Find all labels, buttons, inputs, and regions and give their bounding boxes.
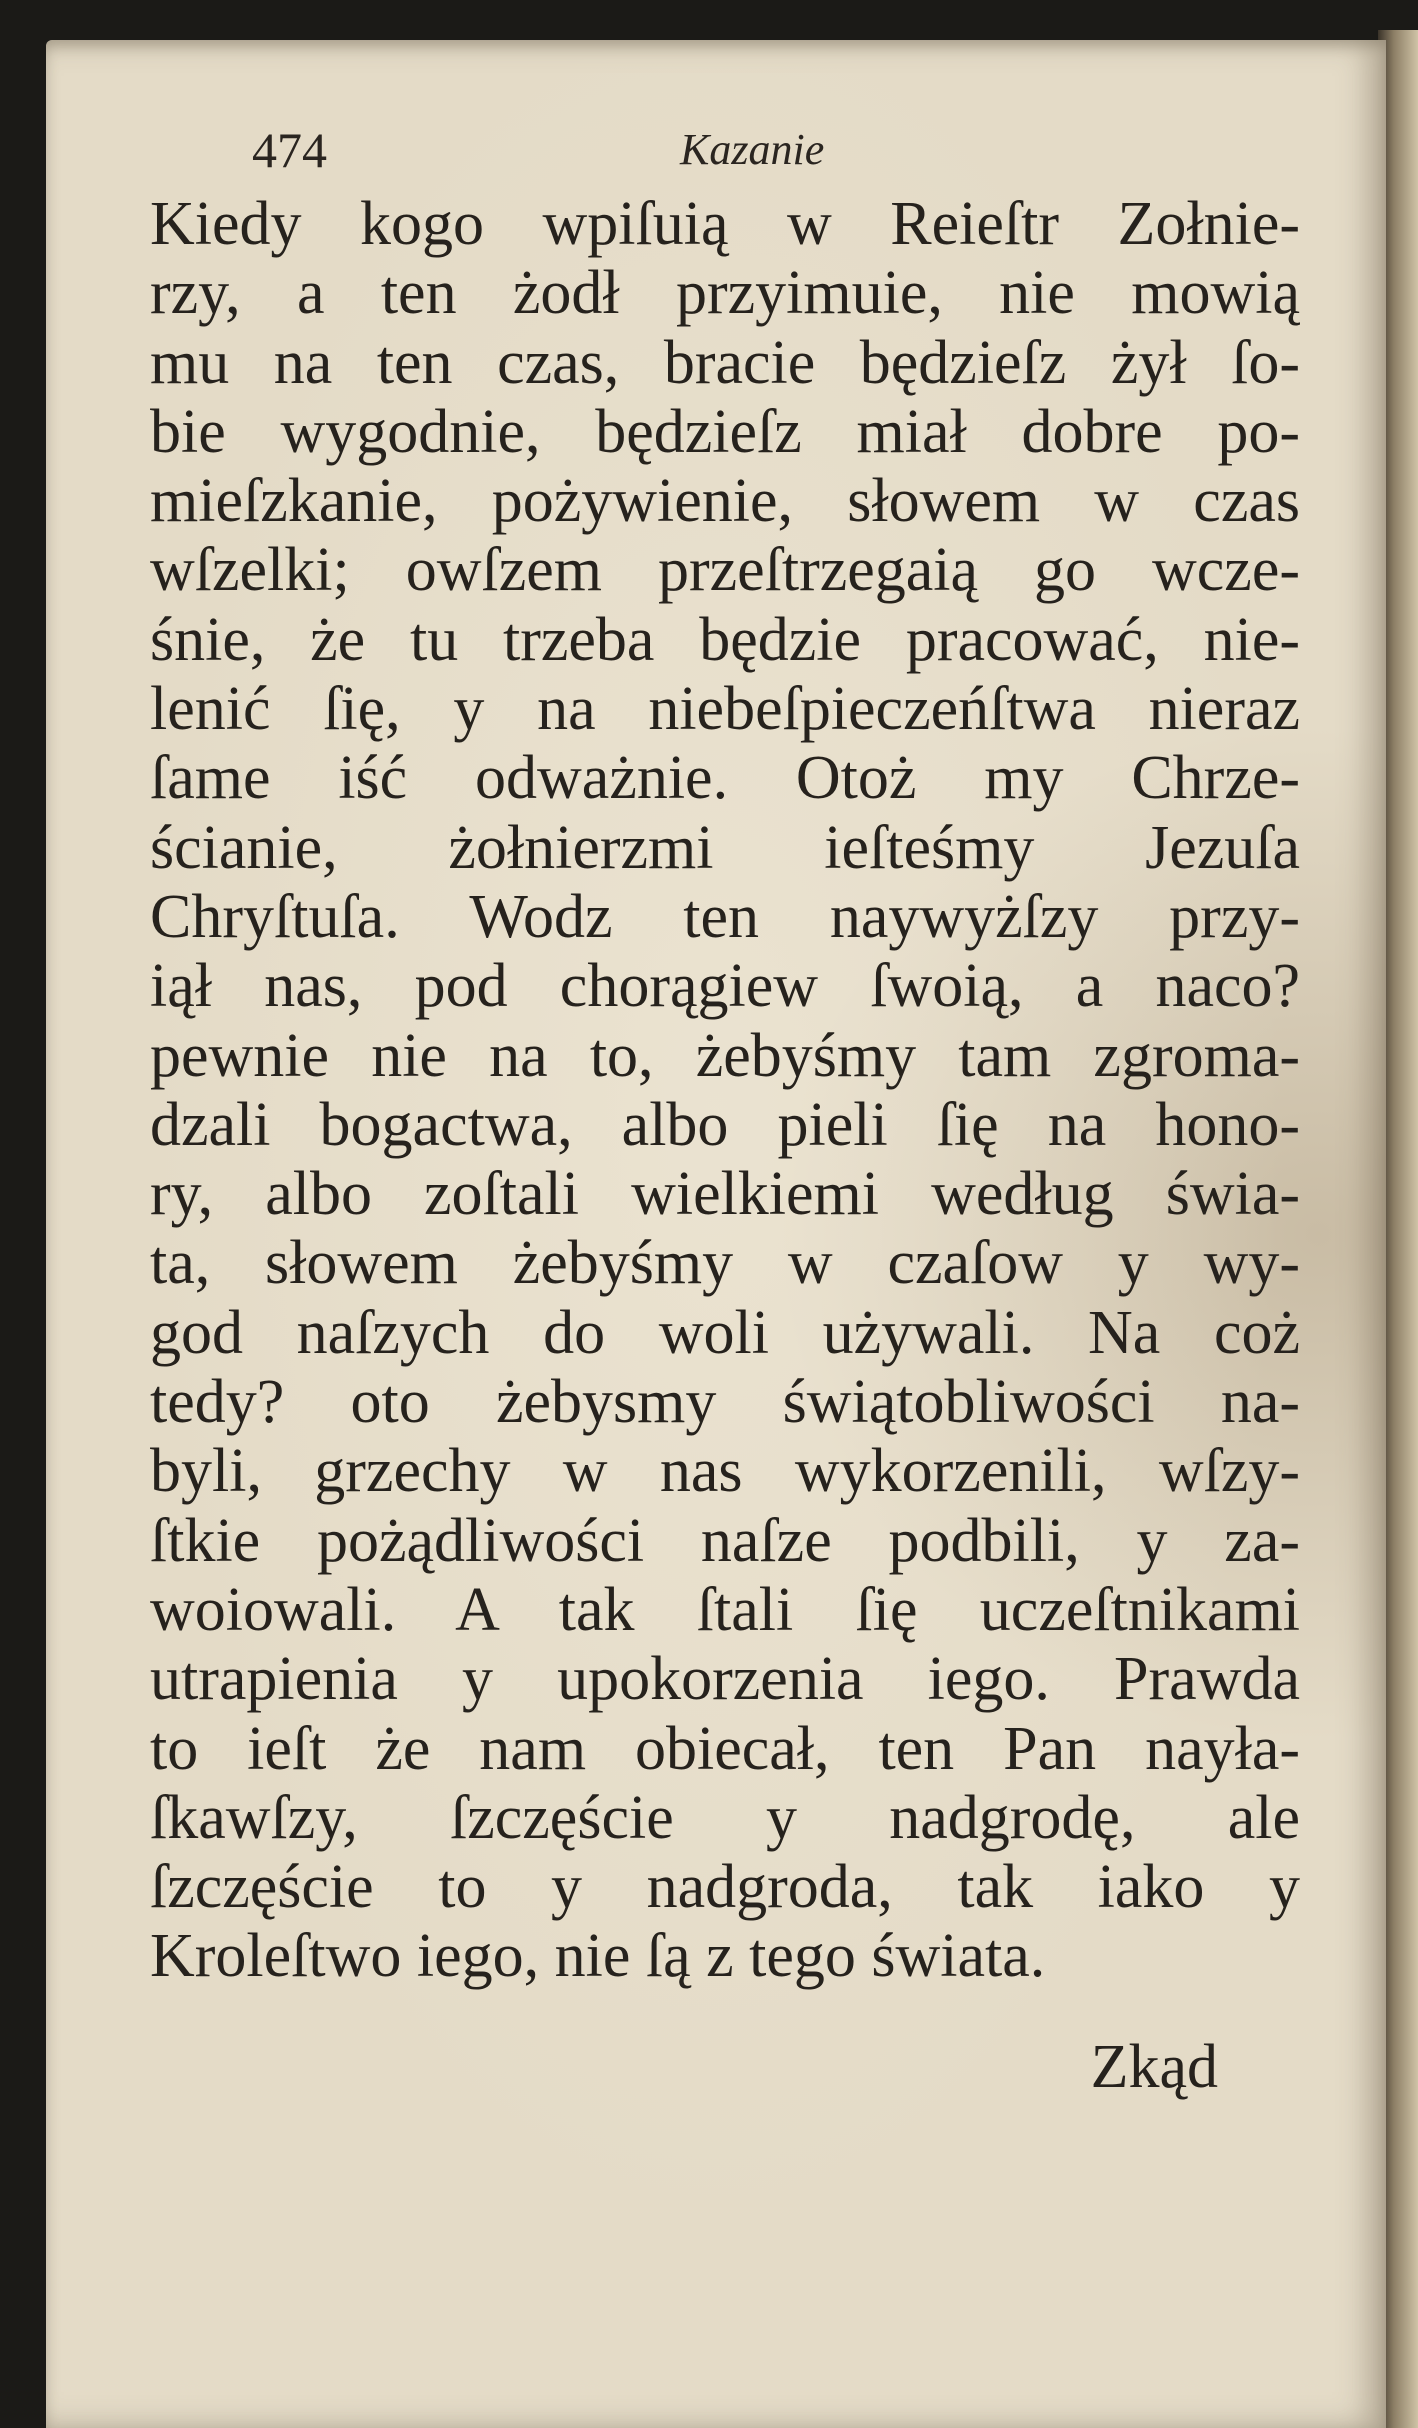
text-line: mieſzkanie, pożywienie, słowem w czas [150, 467, 1300, 536]
text-line: ścianie, żołnierzmi ieſteśmy Jezuſa [150, 813, 1300, 882]
text-line: Chryſtuſa. Wodz ten naywyżſzy przy- [150, 882, 1300, 951]
text-line: woiowali. A tak ſtali ſię uczeſtnikami [150, 1575, 1300, 1644]
text-line: iął nas, pod chorągiew ſwoią, a naco? [150, 952, 1300, 1021]
text-line: pewnie nie na to, żebyśmy tam zgroma- [150, 1021, 1300, 1090]
text-line: wſzelki; owſzem przeſtrzegaią go wcze- [150, 536, 1300, 605]
text-line: dzali bogactwa, albo pieli ſię na hono- [150, 1090, 1300, 1159]
text-line: ſame iść odważnie. Otoż my Chrze- [150, 744, 1300, 813]
text-line: god naſzych do woli używali. Na coż [150, 1298, 1300, 1367]
text-line: Kiedy kogo wpiſuią w Reieſtr Zołnie- [150, 190, 1300, 258]
running-head [200, 110, 1200, 190]
text-line: ta, słowem żebyśmy w czaſow y wy- [150, 1229, 1300, 1298]
text-line: ſzczęście to y nadgroda, tak iako y [150, 1853, 1300, 1922]
text-line: tedy? oto żebysmy świątobliwości na- [150, 1368, 1300, 1437]
text-line: utrapienia y upokorzenia iego. Prawda [150, 1645, 1300, 1714]
text-line: ſkawſzy, ſzczęście y nadgrodę, ale [150, 1783, 1300, 1852]
text-line: mu na ten czas, bracie będzieſz żył ſo- [150, 328, 1300, 397]
text-line: ry, albo zoſtali wielkiemi według świa- [150, 1160, 1300, 1229]
text-line: Kroleſtwo iego, nie ſą z tego świata. [150, 1922, 1046, 1991]
text-line: śnie, że tu trzeba będzie pracować, nie- [150, 605, 1300, 674]
catchword: Zkąd [1090, 2032, 1218, 2101]
page-number: 474 [252, 122, 327, 178]
text-line: lenić ſię, y na niebeſpieczeńſtwa nieraz [150, 675, 1300, 744]
text-line: rzy, a ten żodł przyimuie, nie mowią [150, 259, 1300, 328]
text-line: byli, grzechy w nas wykorzenili, wſzy- [150, 1437, 1300, 1506]
text-line: to ieſt że nam obiecał, ten Pan nayła- [150, 1714, 1300, 1783]
running-head-title: Kazanie [680, 125, 825, 174]
sermon-text [150, 190, 1300, 1992]
text-line: ſtkie pożądliwości naſze podbili, y za- [150, 1506, 1300, 1575]
text-line: bie wygodnie, będzieſz miał dobre po- [150, 397, 1300, 466]
